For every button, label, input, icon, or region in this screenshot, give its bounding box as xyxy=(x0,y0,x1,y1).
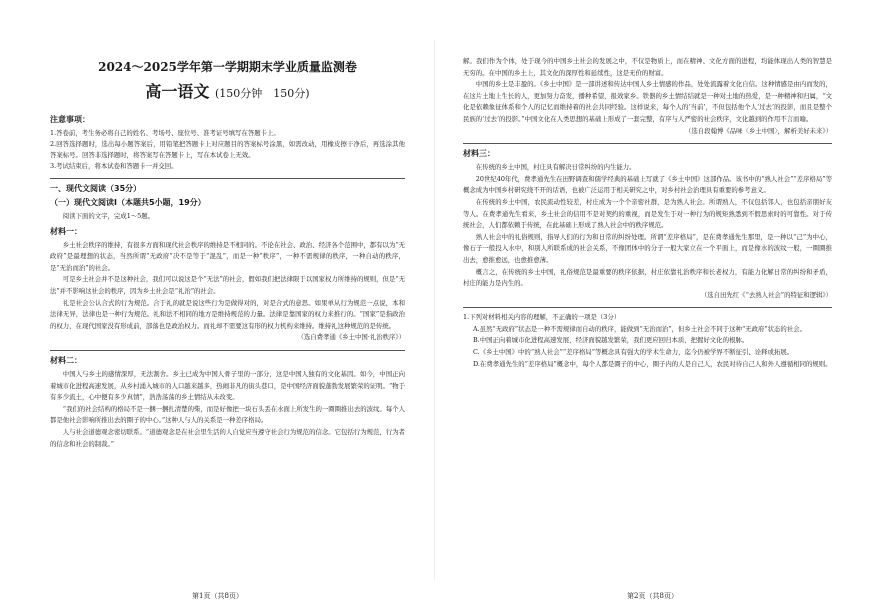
reading-instruction: 阅读下面的文字，完成1～5题。 xyxy=(62,212,155,220)
material2-source: （选自段翰博《品味〈乡土中国〉，解析美好未来》） xyxy=(685,126,832,135)
notice-block xyxy=(50,114,405,172)
page-right xyxy=(435,0,870,615)
question-option-c: C.《乡土中国》中的“熟人社会”“差序格局”等概念具有强大的学术生命力，迄今仍被学界不断征引、诠释或拓展。 xyxy=(473,348,794,357)
material3-paragraph: 20世纪40年代，费孝通先生在田野调查和儒学经典的基础上写就了《乡土中国》这部作品。该书中的“熟人社会”“差序格局”等概念成为中国乡村研究绕不开的话语，也被广泛运用于相关研究之中，对乡村社会治理具有重要的参考意义。 xyxy=(463,174,832,195)
material2-paragraph: 人与社会道德观念密切联系。“道德观念是在社会里生活的人自觉应当遵守社会行为规范的信念。它包括行为规范，行为者的信念和社会的制裁。” xyxy=(50,427,405,448)
question-option-b: B.中国正向着城市化进程高速发展，经济面貌越发繁荣，我们更应回归本质，把握好文化的根脉。 xyxy=(473,336,749,345)
material3-source: （选自田先红《“去熟人社会”的特征和逻辑》） xyxy=(700,290,832,299)
material3-label: 材料三： xyxy=(463,149,495,159)
material-divider xyxy=(50,350,405,351)
material1-paragraph: 可是乡土社会并不是这种社会，我们可以说这是个“无法”的社会，假如我们把法律限于以国家权力所维持的规则，但是“无法”并不影响这社会的秩序，因为乡土社会是“礼治”的社会。 xyxy=(50,275,405,295)
material3-paragraph: 熟人社会中的礼俗规则，指导人们的行为和日常的纠纷处理。所谓“差序格局”，是在费孝通先生那里，是一种以“己”为中心，像石子一般投入水中，和别人所联系成的社会关系，不像团体中的分子一般大家立在一个平面上，而是像水的波纹一般，一圈圈推出去，愈推愈远，也愈推愈薄。 xyxy=(463,232,832,264)
material2-label: 材料二： xyxy=(50,355,82,365)
material1-paragraph: 乡土社会秩序的维持，有很多方面和现代社会秩序的维持是不相同的。不论在社会、政治、经济各个范围中，都有以为“无政府”是最理想的状态，当然所谓“无政府”决不是等于“混乱”，而是一种“秩序”，一种不需规律的秩序，一种自动的秩序，是“无治而治”的社会。 xyxy=(50,240,405,272)
notice-item: 2.回答选择题时，选出每小题答案后，用铅笔把答题卡上对应题目的答案标号涂黑，如需改动，用橡皮擦干净后，再选涂其他答案标号。回答非选择题时，将答案写在答题卡上，写在本试卷上无效。 xyxy=(50,140,405,159)
material2-paragraph: 中国的乡土是丰盈的。《乡土中国》是一部讲述和传达中国人乡土情感的作品，处处流露着文化自信。这种情感是由内而发的，在这片土地上生长的人，更加努力奋发，播种希望，报效家乡。铁器的乡土情结结就是一种对土地的热爱，是一种精神和归属，“文化是依赖象征体系和个人的记忆而维持着的社会共同经验。这样说来，每个人的‘当前’，不但包括他个人‘过去’的投影，而且是整个民族的‘过去’的投影。”中国文化在人类思想的基础上形成了一套完整，有序与人严密的社会秩序，文化越到的作用不言而喻。 xyxy=(463,80,832,123)
material3-paragraph: 概言之，在传统的乡土中国，礼俗规范是最重要的秩序依据，村庄依靠礼治秩序和长老权力，有能力化解日常的纠纷和矛盾，村庄的能力是内生的。 xyxy=(463,267,832,288)
subject-title-line xyxy=(50,79,405,102)
subsection-heading: （一）现代文阅读Ⅰ（本题共5小题，19分） xyxy=(50,198,206,207)
question-divider xyxy=(463,307,832,308)
material2-paragraph: 中国人与乡土的感情深厚，无法割舍。乡土已成为中国人骨子里的一部分，这是中国人独有的文化基因。如今，中国正向着城市化进程高速发展，从乡村涌入城市的人口越来越多，热闹非凡的街头巷口，是中国经济面貌蓬勃发展繁荣的证明。“物于有多少流土，心中便有多少真情”，浩浩荡荡的乡土情结从未改变。 xyxy=(50,369,405,402)
material3-paragraph: 在传统的乡土中国，农民流动性较差，村庄成为一个个亲密社群，是为熟人社会。所谓熟人，不仅包括邻人，也包括亲朋好友等人。在费孝通先生看来，乡土社会的信用不是对契约的重视，而是发生于对一种行为的规矩熟悉到不假思索时的可靠性。对于传统社会，人们都依赖于传统，在此基础上形成了熟人社会中的秩序规范。 xyxy=(463,197,832,230)
material1-label: 材料一： xyxy=(50,226,82,236)
question-stem: 1.下列对材料相关内容的理解，不正确的一项是（3分） xyxy=(463,313,621,322)
section-heading: 一、现代文阅读（35分） xyxy=(50,184,142,193)
material3-paragraph: 在传统的乡土中国，村庄具有解决日常纠纷的内生能力。 xyxy=(475,163,636,172)
section-divider xyxy=(50,178,405,179)
notice-item: 1.答卷前，考生务必将自己的姓名、考场号、座位号、准考证号填写在答题卡上。 xyxy=(50,129,280,137)
exam-duration-score: (150分钟 150分) xyxy=(215,87,310,100)
question-option-a: A.虽然“无政府”状态是一种不需规律而自动的秩序，能做到“无治而治”，但乡土社会不同于这种“无政府”状态的社会。 xyxy=(473,324,806,333)
page-number-right: 第2页（共8页） xyxy=(627,592,678,600)
question-option-d: D.在费孝通先生的“差序格局”概念中，每个人都是圈子的中心，圈子内的人是自己人，农民对待自己人和外人遵循相同的规则。 xyxy=(473,359,832,368)
page-number-left: 第1页（共8页） xyxy=(192,592,243,600)
material2-paragraph: “我们的社会结构的格局不是一捆一捆扎清楚的柴，而是好像把一块石头丢在水面上所发生的一圈圈推出去的波纹。每个人都是他社会影响所推出去的圈子的中心。”这种人与人的关系是一种差序格局。 xyxy=(50,404,405,425)
exam-title: 2024～2025学年第一学期期末学业质量监测卷 xyxy=(98,60,357,74)
continuation-paragraph: 解。我们作为个体，处于现今的中国乡土社会的发展之中，不仅是物质上，而在精神、文化方面的进程，均能体现出人类的智慧是无穷的。在中国的乡土上，其文化的深厚性和延续性，这是无价的财富。 xyxy=(463,57,832,77)
material1-paragraph: 礼是社会公认合式的行为规范。合于礼的就是说这些行为是做得对的，对是合式的意思。如果单从行为规范一点说，本和法律无异，法律也是一种行为规范。礼和法不相同的地方是维持规范的力量。法律是靠国家的权力来推行的。“国家”是指政治的权力，在现代国家没有形成前，部落也是政治权力。而礼却不需要这有形的权力机构来维持。维持礼这种规范的是传统。 xyxy=(50,298,405,330)
material-divider xyxy=(463,143,832,144)
notice-item: 3.考试结束后，将本试卷和答题卡一并交回。 xyxy=(50,162,178,170)
notice-heading: 注意事项： xyxy=(50,115,90,124)
subject-title: 高一语文 xyxy=(145,82,210,101)
material1-source: （选自费孝通《乡土中国·礼治秩序》） xyxy=(297,333,405,342)
